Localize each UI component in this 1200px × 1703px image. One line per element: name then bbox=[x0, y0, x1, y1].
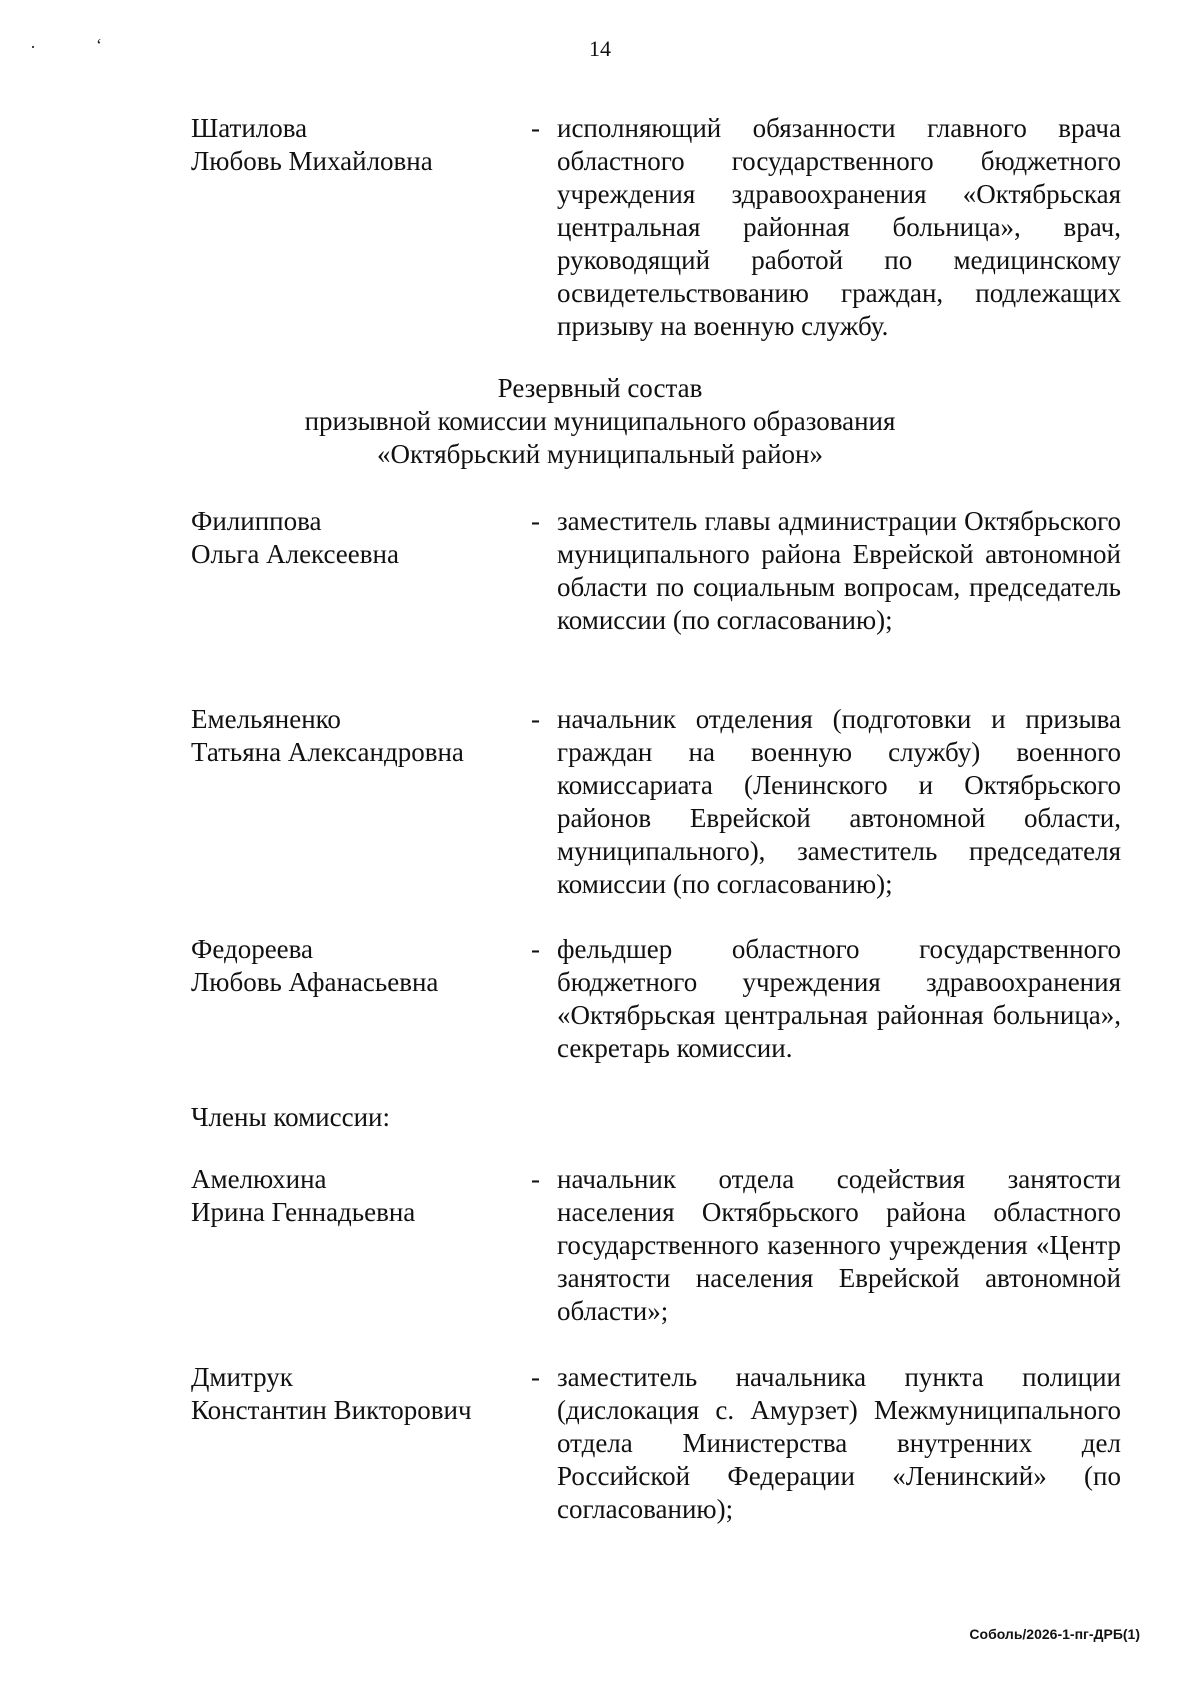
members-label: Члены комиссии: bbox=[191, 1102, 390, 1132]
member-surname: Филиппова bbox=[191, 506, 322, 536]
entry-dash: - bbox=[531, 704, 540, 734]
member-name bbox=[191, 933, 521, 999]
section-heading-line: призывной комиссии муниципального образования bbox=[304, 406, 896, 436]
entry-dash: - bbox=[531, 934, 540, 964]
member-position: фельдшер областного государственного бюджетного учреждения здравоохранения «Октябрьская центральная районная больница», секретарь комиссии. bbox=[557, 934, 1121, 1063]
member-position: исполняющий обязанности главного врача областного государственного бюджетного учреждения здравоохранения «Октябрьская центральная районная больница», врач, руководящий работой по медицинскому освидетельствованию граждан, подлежащих призыву на военную службу. bbox=[557, 113, 1121, 341]
member-given-names: Константин Викторович bbox=[191, 1395, 472, 1425]
scan-speck: · bbox=[30, 37, 36, 57]
member-surname: Амелюхина bbox=[191, 1164, 327, 1194]
member-name bbox=[191, 1361, 521, 1427]
entry-dash: - bbox=[531, 1164, 540, 1194]
member-given-names: Ирина Геннадьевна bbox=[191, 1197, 416, 1227]
entry-dash: - bbox=[531, 1362, 540, 1392]
member-surname: Дмитрук bbox=[191, 1362, 293, 1392]
section-heading-line: Резервный состав bbox=[497, 373, 703, 403]
member-position: заместитель главы администрации Октябрьского муниципального района Еврейской автономной области по социальным вопросам, председатель комиссии (по согласованию); bbox=[557, 506, 1121, 635]
section-heading bbox=[0, 372, 1200, 471]
member-name bbox=[191, 505, 521, 571]
member-name bbox=[191, 1163, 521, 1229]
member-surname: Федореева bbox=[191, 934, 314, 964]
member-surname: Емельяненко bbox=[191, 704, 341, 734]
member-position: заместитель начальника пункта полиции (дислокация с. Амурзет) Межмуниципального отдела Министерства внутренних дел Российской Федерации «Ленинский» (по согласованию); bbox=[557, 1362, 1121, 1524]
member-given-names: Любовь Афанасьевна bbox=[191, 967, 439, 997]
member-position: начальник отделения (подготовки и призыва граждан на военную службу) военного комиссариата (Ленинского и Октябрьского районов Еврейской автономной области, муниципального), заместитель председателя комиссии (по согласованию); bbox=[557, 704, 1121, 899]
scan-speck: ‘ bbox=[96, 35, 102, 55]
entry-dash: - bbox=[531, 506, 540, 536]
section-heading-line: «Октябрьский муниципальный район» bbox=[377, 439, 823, 469]
document-footer-code: Соболь/2026-1-пг-ДРБ(1) bbox=[969, 1626, 1140, 1642]
member-given-names: Ольга Алексеевна bbox=[191, 539, 399, 569]
member-given-names: Любовь Михайловна bbox=[191, 146, 433, 176]
member-name bbox=[191, 703, 521, 769]
member-given-names: Татьяна Александровна bbox=[191, 737, 464, 767]
member-position: начальник отдела содействия занятости населения Октябрьского района областного государственного казенного учреждения «Центр занятости населения Еврейской автономной области»; bbox=[557, 1164, 1121, 1326]
entry-dash: - bbox=[531, 113, 540, 143]
page-number: 14 bbox=[589, 36, 611, 61]
member-name bbox=[191, 112, 521, 178]
member-surname: Шатилова bbox=[191, 113, 308, 143]
